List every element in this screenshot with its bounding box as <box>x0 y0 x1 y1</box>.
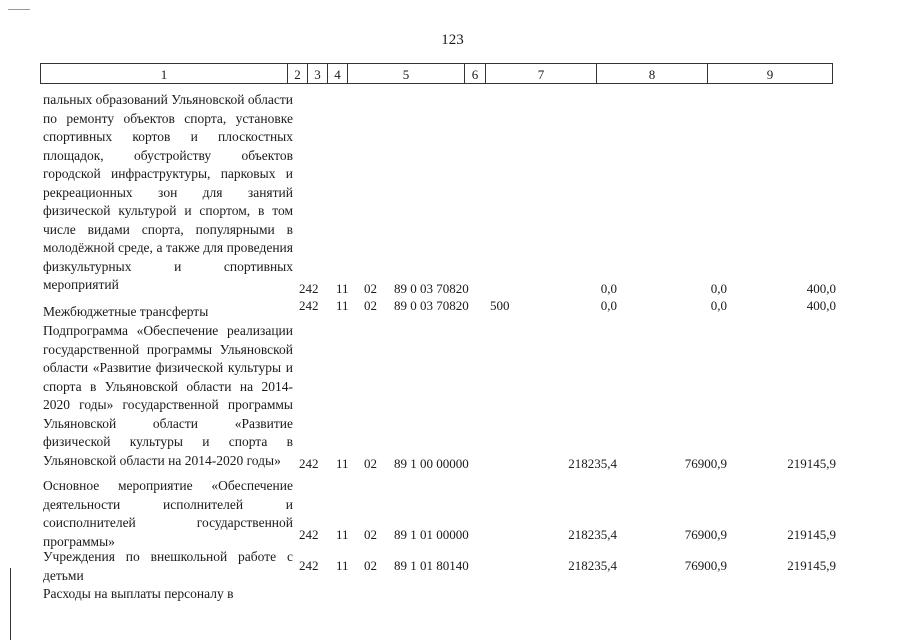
cell-target: 89 0 03 70820 <box>394 281 469 296</box>
cell-value-col8: 76900,9 <box>684 527 727 542</box>
cell-value-col7: 0,0 <box>600 281 617 296</box>
row-description: Основное мероприятие «Обеспечение деятельности исполнителей и соисполнителей государственной программы» <box>43 478 293 549</box>
row-description: пальных образований Ульяновской области по ремонту объектов спорта, установке спортивных кортов и плоскостных площадок, обустройству объектов городской инфраструктуры, парковых и рекреационных зон для занятий физической культурой и спортом, в том числе видами спорта, популярными в молодёжной среде, а также для проведения физкультурных и спортивных мероприятий <box>43 92 294 292</box>
cell-ministry: 242 <box>299 281 319 296</box>
cell-section: 11 <box>336 298 349 313</box>
header-col-2: 2 <box>287 63 308 84</box>
cell-value-col9: 219145,9 <box>787 456 836 471</box>
cell-value-col9: 219145,9 <box>787 527 836 542</box>
cell-target: 89 1 00 00000 <box>394 456 469 471</box>
cell-ministry: 242 <box>299 527 319 542</box>
header-col-6: 6 <box>464 63 486 84</box>
cell-subsection: 02 <box>364 281 377 296</box>
cell-value-col8: 76900,9 <box>684 456 727 471</box>
cell-value-col8: 0,0 <box>710 281 727 296</box>
cell-subsection: 02 <box>364 298 377 313</box>
header-col-8: 8 <box>596 63 708 84</box>
cell-value-col8: 76900,9 <box>684 558 727 573</box>
row-description: Межбюджетные трансферты <box>43 304 209 319</box>
cell-subsection: 02 <box>364 527 377 542</box>
cell-section: 11 <box>336 558 349 573</box>
cell-section: 11 <box>336 527 349 542</box>
cell-ministry: 242 <box>299 558 319 573</box>
cell-section: 11 <box>336 456 349 471</box>
page-number: 123 <box>441 32 464 48</box>
cell-value-col7: 0,0 <box>600 298 617 313</box>
row-description: Учреждения по внешкольной работе с детьми <box>43 549 293 583</box>
cell-section: 11 <box>336 281 349 296</box>
row-values <box>43 281 843 299</box>
row-values <box>43 298 843 316</box>
cell-expense-type: 500 <box>490 298 510 313</box>
header-col-7: 7 <box>485 63 597 84</box>
row-values <box>43 558 843 576</box>
row-description: Расходы на выплаты персоналу в <box>43 586 234 601</box>
cell-value-col9: 400,0 <box>806 298 836 313</box>
header-col-1: 1 <box>40 63 288 84</box>
cell-ministry: 242 <box>299 298 319 313</box>
cell-target: 89 1 01 80140 <box>394 558 469 573</box>
scan-edge-line <box>10 568 11 640</box>
cell-value-col9: 219145,9 <box>787 558 836 573</box>
header-col-5: 5 <box>347 63 465 84</box>
row-values <box>43 456 843 474</box>
cell-value-col8: 0,0 <box>710 298 727 313</box>
cell-subsection: 02 <box>364 558 377 573</box>
cell-value-col7: 218235,4 <box>568 456 617 471</box>
row-description: Подпрограмма «Обеспечение реализации государственной программы Ульяновской области «Развитие физической культуры и спорта в Ульяновской области на 2014-2020 годы» государственной программы Ульяновской области «Развитие физической культуры и спорта в Ульяновской области на 2014-2020 годы» <box>43 323 293 468</box>
header-col-3: 3 <box>307 63 328 84</box>
cell-ministry: 242 <box>299 456 319 471</box>
scan-mark <box>8 9 30 10</box>
cell-subsection: 02 <box>364 456 377 471</box>
header-col-9: 9 <box>707 63 833 84</box>
row-values <box>43 527 843 545</box>
header-col-4: 4 <box>327 63 348 84</box>
cell-value-col9: 400,0 <box>806 281 836 296</box>
cell-target: 89 0 03 70820 <box>394 298 469 313</box>
cell-target: 89 1 01 00000 <box>394 527 469 542</box>
cell-value-col7: 218235,4 <box>568 558 617 573</box>
cell-value-col7: 218235,4 <box>568 527 617 542</box>
